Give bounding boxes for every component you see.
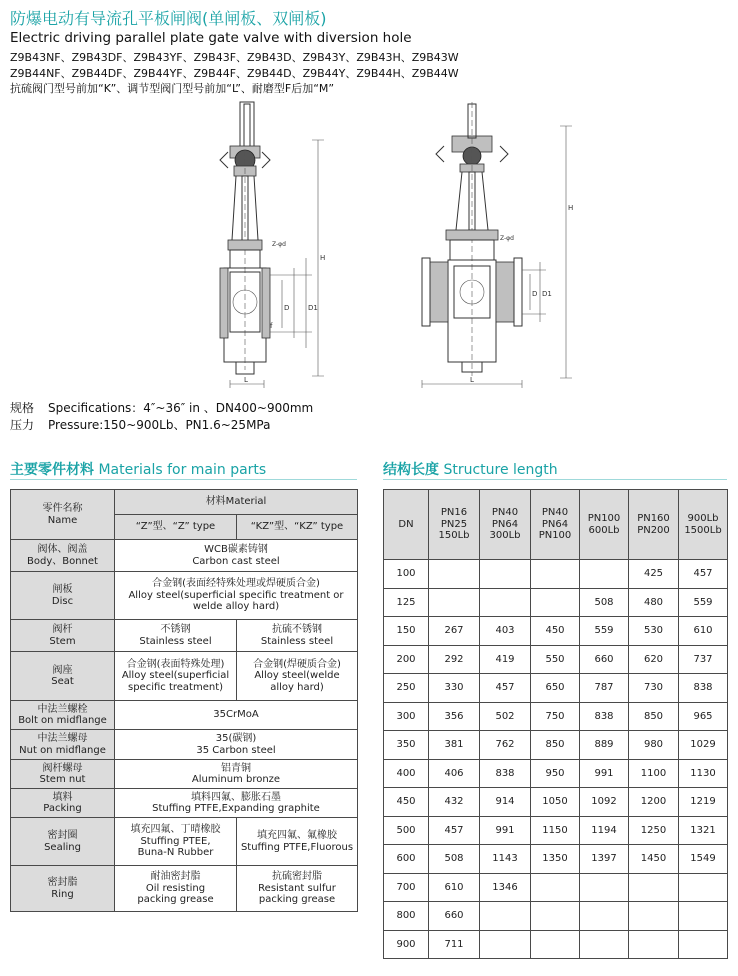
page-title-en: Electric driving parallel plate gate valve with diversion hole [10, 30, 412, 46]
length-cell: 737 [679, 645, 728, 674]
length-cell [480, 588, 531, 617]
length-cell: 787 [580, 674, 629, 703]
length-cell: 1397 [580, 845, 629, 874]
length-cell [679, 930, 728, 959]
dim-label-f: f [270, 322, 273, 330]
table-row [11, 760, 358, 789]
dn-cell: 100 [384, 560, 429, 589]
length-cell: 425 [629, 560, 679, 589]
table-row [384, 788, 728, 817]
dn-cell: 800 [384, 902, 429, 931]
materials-table [10, 489, 358, 912]
length-cell [580, 560, 629, 589]
length-cell [480, 930, 531, 959]
length-cell: 965 [679, 702, 728, 731]
table-row [384, 588, 728, 617]
spec-block [10, 400, 313, 434]
dn-cell: 450 [384, 788, 429, 817]
length-cell [531, 902, 580, 931]
length-cell: 1350 [531, 845, 580, 874]
length-cell [531, 930, 580, 959]
length-cell: 457 [480, 674, 531, 703]
column-header: PN40 PN64 PN100 [531, 490, 580, 560]
length-cell: 610 [429, 873, 480, 902]
part-name: 阀杆 Stem [11, 620, 115, 652]
length-cell: 508 [429, 845, 480, 874]
dn-cell: 500 [384, 816, 429, 845]
dn-cell: 900 [384, 930, 429, 959]
header-material: 材料Material [115, 490, 358, 515]
table-row [11, 620, 358, 652]
length-cell [629, 873, 679, 902]
dn-cell: 350 [384, 731, 429, 760]
length-cell: 356 [429, 702, 480, 731]
length-cell: 480 [629, 588, 679, 617]
material-value: WCB碳素铸钢 Carbon cast steel [115, 540, 358, 572]
structure-length-table [383, 489, 728, 959]
length-cell: 730 [629, 674, 679, 703]
material-kz: 填充四氟、氟橡胶 Stuffing PTFE,Fluorous [237, 818, 358, 866]
length-cell [480, 560, 531, 589]
table-row [384, 902, 728, 931]
pressure-value: Pressure:150~900Lb、PN1.6~25MPa [48, 418, 271, 432]
length-cell [531, 588, 580, 617]
length-cell: 1130 [679, 759, 728, 788]
length-cell: 406 [429, 759, 480, 788]
table-row [384, 702, 728, 731]
table-row [384, 873, 728, 902]
length-cell: 1092 [580, 788, 629, 817]
length-cell: 381 [429, 731, 480, 760]
length-cell [679, 873, 728, 902]
valve-drawing-double [420, 100, 590, 390]
length-cell [531, 560, 580, 589]
length-cell: 559 [580, 617, 629, 646]
length-cell [629, 902, 679, 931]
length-cell: 711 [429, 930, 480, 959]
table-row [11, 866, 358, 912]
length-cell [531, 873, 580, 902]
material-value: 铝青铜 Aluminum bronze [115, 760, 358, 789]
dn-cell: 400 [384, 759, 429, 788]
length-cell [480, 902, 531, 931]
table-row [384, 617, 728, 646]
dim-label-d: D [284, 304, 290, 312]
length-cell: 1143 [480, 845, 531, 874]
length-cell: 292 [429, 645, 480, 674]
spec-line [10, 400, 313, 417]
dn-cell: 125 [384, 588, 429, 617]
length-cell: 1321 [679, 816, 728, 845]
part-name: 中法兰螺母 Nut on midflange [11, 730, 115, 760]
spec-value: Specifications：4″~36″ in 、DN400~900mm [48, 401, 314, 415]
length-cell: 1346 [480, 873, 531, 902]
column-header: PN40 PN64 300Lb [480, 490, 531, 560]
table-row [384, 816, 728, 845]
dim-label-z: Z-φd [272, 241, 286, 248]
divider [383, 479, 727, 480]
length-cell: 267 [429, 617, 480, 646]
length-cell: 620 [629, 645, 679, 674]
table-row [384, 731, 728, 760]
material-value: 合金钢(表面经特殊处理或焊硬质合金) Alloy steel(superficial specific treatment or welde alloy hard) [115, 572, 358, 620]
length-cell: 1050 [531, 788, 580, 817]
material-kz: 抗硫不锈钢 Stainless steel [237, 620, 358, 652]
dim-label-d: D [532, 290, 538, 298]
dim-label-d1: D1 [308, 304, 318, 312]
part-name: 填料 Packing [11, 789, 115, 818]
length-cell: 550 [531, 645, 580, 674]
table-row [11, 789, 358, 818]
length-cell: 432 [429, 788, 480, 817]
table-row [11, 701, 358, 730]
pressure-line [10, 417, 313, 434]
column-header: PN16 PN25 150Lb [429, 490, 480, 560]
length-cell: 850 [629, 702, 679, 731]
material-kz: 抗硫密封脂 Resistant sulfur packing grease [237, 866, 358, 912]
length-cell: 650 [531, 674, 580, 703]
length-cell: 838 [580, 702, 629, 731]
length-cell: 457 [679, 560, 728, 589]
material-z: 填充四氟、丁晴橡胶 Stuffing PTEE, Buna-N Rubber [115, 818, 237, 866]
model-list [10, 50, 459, 97]
header-kz-type: “KZ”型、“KZ” type [237, 515, 358, 540]
length-cell [580, 873, 629, 902]
length-cell: 889 [580, 731, 629, 760]
structure-heading: 结构长度 Structure length [383, 462, 558, 478]
spec-label: 规格 [10, 401, 35, 415]
length-cell: 980 [629, 731, 679, 760]
length-cell: 850 [531, 731, 580, 760]
length-cell: 403 [480, 617, 531, 646]
material-kz: 合金钢(焊硬质合金) Alloy steel(welde alloy hard) [237, 652, 358, 701]
material-value: 填料四氟、膨胀石墨 Stuffing PTFE,Expanding graphite [115, 789, 358, 818]
part-name: 中法兰螺栓 Bolt on midflange [11, 701, 115, 730]
length-cell: 914 [480, 788, 531, 817]
table-row [384, 930, 728, 959]
dim-label-l: L [470, 376, 474, 384]
dim-label-z: Z-φd [500, 235, 514, 242]
length-cell: 991 [480, 816, 531, 845]
length-cell: 530 [629, 617, 679, 646]
part-name: 密封脂 Ring [11, 866, 115, 912]
model-line: 抗硫阀门型号前加“K”、调节型阀门型号前加“L”、耐磨型F后加“M” [10, 82, 335, 95]
length-cell [629, 930, 679, 959]
table-row [11, 572, 358, 620]
length-cell: 1150 [531, 816, 580, 845]
length-cell: 502 [480, 702, 531, 731]
length-cell: 1219 [679, 788, 728, 817]
part-name: 密封圈 Sealing [11, 818, 115, 866]
dim-label-h: H [568, 204, 574, 212]
part-name: 阀杆螺母 Stem nut [11, 760, 115, 789]
material-z: 合金钢(表面特殊处理) Alloy steel(superficial specific treatment) [115, 652, 237, 701]
material-value: 35(碳钢) 35 Carbon steel [115, 730, 358, 760]
part-name: 闸板 Disc [11, 572, 115, 620]
pressure-label: 压力 [10, 418, 35, 432]
dim-label-h: H [320, 254, 326, 262]
length-cell: 508 [580, 588, 629, 617]
length-cell: 1100 [629, 759, 679, 788]
length-cell: 419 [480, 645, 531, 674]
dn-cell: 250 [384, 674, 429, 703]
length-cell: 1200 [629, 788, 679, 817]
length-cell: 1450 [629, 845, 679, 874]
table-row [11, 652, 358, 701]
part-name: 阀座 Seat [11, 652, 115, 701]
header-z-type: “Z”型、“Z” type [115, 515, 237, 540]
material-z: 不锈钢 Stainless steel [115, 620, 237, 652]
dn-cell: 200 [384, 645, 429, 674]
table-row [11, 730, 358, 760]
length-cell: 1194 [580, 816, 629, 845]
length-cell: 838 [679, 674, 728, 703]
length-cell: 991 [580, 759, 629, 788]
column-header: PN160 PN200 [629, 490, 679, 560]
length-cell [429, 588, 480, 617]
material-z: 耐油密封脂 Oil resisting packing grease [115, 866, 237, 912]
length-cell: 660 [429, 902, 480, 931]
length-cell: 838 [480, 759, 531, 788]
dn-cell: 600 [384, 845, 429, 874]
length-cell: 330 [429, 674, 480, 703]
materials-heading: 主要零件材料 Materials for main parts [10, 462, 267, 478]
length-cell: 750 [531, 702, 580, 731]
column-header: DN [384, 490, 429, 560]
part-name: 阀体、阀盖 Body、Bonnet [11, 540, 115, 572]
length-cell: 559 [679, 588, 728, 617]
length-cell: 950 [531, 759, 580, 788]
column-header: PN100 600Lb [580, 490, 629, 560]
column-header: 900Lb 1500Lb [679, 490, 728, 560]
length-cell: 1250 [629, 816, 679, 845]
length-cell [679, 902, 728, 931]
length-cell: 610 [679, 617, 728, 646]
material-value: 35CrMoA [115, 701, 358, 730]
divider [10, 479, 357, 480]
dn-cell: 300 [384, 702, 429, 731]
table-row [384, 674, 728, 703]
dim-label-l: L [244, 376, 248, 384]
table-row [11, 818, 358, 866]
dn-cell: 700 [384, 873, 429, 902]
model-line: Z9B43NF、Z9B43DF、Z9B43YF、Z9B43F、Z9B43D、Z9B43Y、Z9B43H、Z9B43W [10, 51, 459, 64]
length-cell: 450 [531, 617, 580, 646]
length-cell: 1549 [679, 845, 728, 874]
length-cell [580, 930, 629, 959]
dn-cell: 150 [384, 617, 429, 646]
table-row [11, 540, 358, 572]
table-row [384, 845, 728, 874]
table-row [384, 645, 728, 674]
length-cell: 1029 [679, 731, 728, 760]
length-cell: 762 [480, 731, 531, 760]
dim-label-d1: D1 [542, 290, 552, 298]
model-line: Z9B44NF、Z9B44DF、Z9B44YF、Z9B44F、Z9B44D、Z9B44Y、Z9B44H、Z9B44W [10, 66, 459, 80]
length-cell: 660 [580, 645, 629, 674]
page-title-cn: 防爆电动有导流孔平板闸阀(单闸板、双闸板) [10, 9, 327, 28]
header-name: 零件名称 Name [11, 490, 115, 540]
table-row [384, 560, 728, 589]
valve-drawing-single [200, 100, 360, 390]
length-cell: 457 [429, 816, 480, 845]
length-cell [580, 902, 629, 931]
length-cell [429, 560, 480, 589]
table-row [384, 759, 728, 788]
